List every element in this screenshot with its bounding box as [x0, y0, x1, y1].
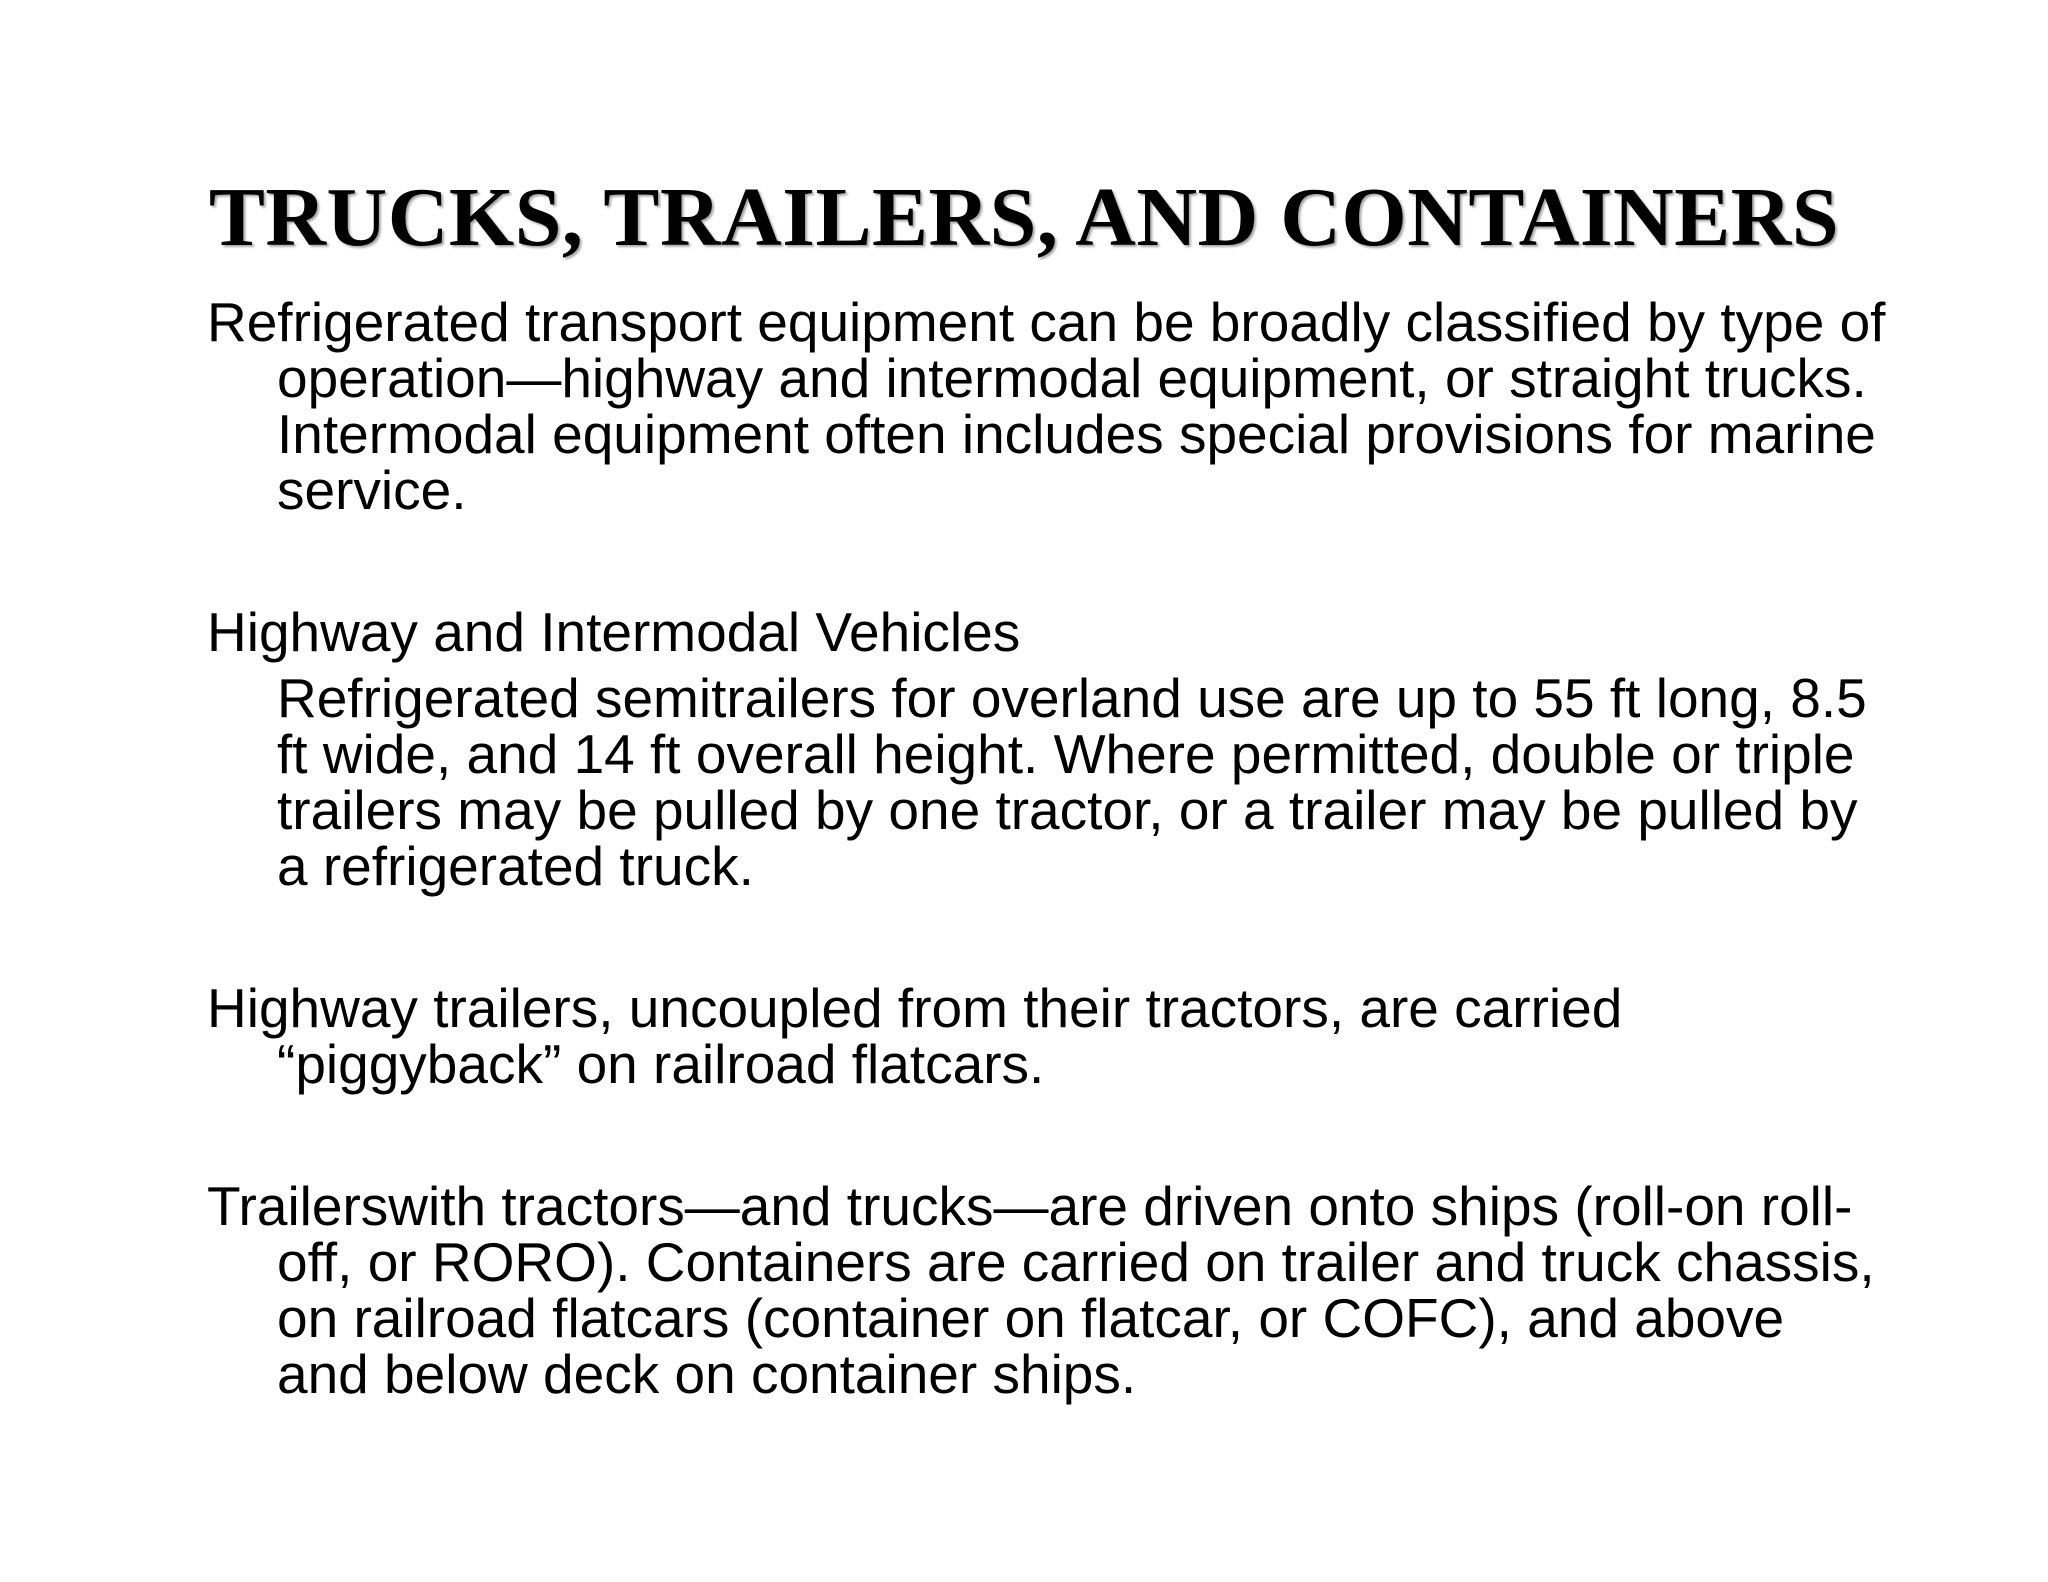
slide-title: TRUCKS, TRAILERS, AND CONTAINERS — [208, 171, 1840, 264]
slide-body — [207, 291, 1887, 1405]
section-heading: Highway and Intermodal Vehicles — [207, 601, 1021, 663]
paragraph-piggyback: Highway trailers, uncoupled from their tractors, are carried “piggyback” on railroad flatcars. — [207, 977, 1623, 1095]
section-highway-intermodal — [207, 601, 1887, 897]
paragraph-roro: Trailerswith tractors—and trucks—are driven onto ships (roll-on roll-off, or RORO). Containers are carried on trailer and truck chassis, on railroad flatcars (container on flatcar, or COFC), and above and below deck on container ships. — [207, 1175, 1875, 1405]
paragraph-semitrailers: Refrigerated semitrailers for overland use are up to 55 ft long, 8.5 ft wide, and 14 ft overall height. Where permitted, double or triple trailers may be pulled by one tractor, or a trailer may be pulled by a refrigerated truck. — [277, 667, 1867, 897]
paragraph-classification: Refrigerated transport equipment can be broadly classified by type of operation—highway and intermodal equipment, or straight trucks. Intermodal equipment often includes special provisions for marine service. — [207, 291, 1886, 521]
